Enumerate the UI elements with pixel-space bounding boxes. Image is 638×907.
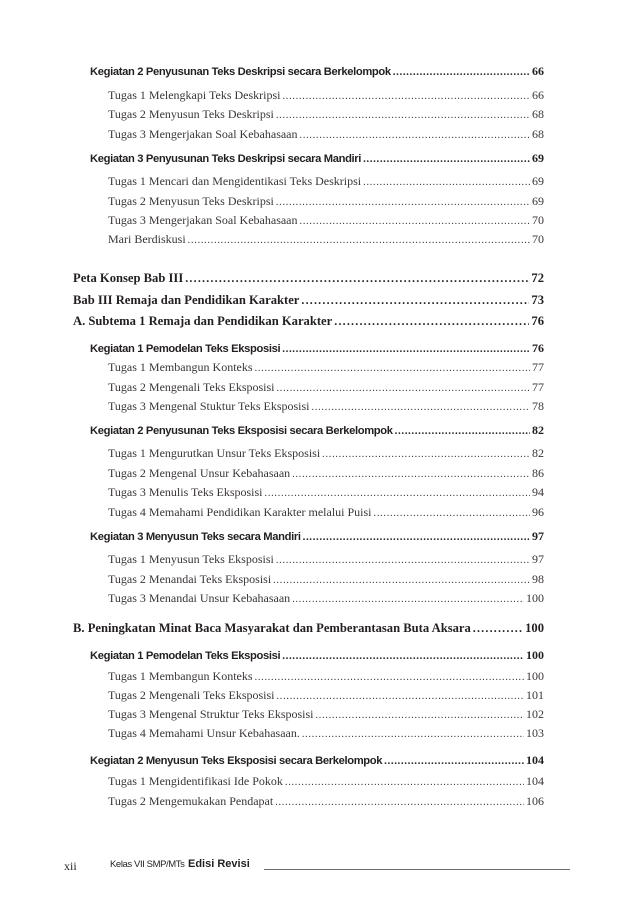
- toc-entry-label: Tugas 2 Mengenali Teks Eksposisi: [108, 380, 275, 394]
- toc-entry-page: 78: [532, 399, 544, 413]
- toc-task-entry: [108, 550, 544, 569]
- toc-leader-dots: [185, 269, 529, 288]
- toc-entry-label: Tugas 1 Menyusun Teks Eksposisi: [108, 552, 274, 566]
- toc-entry-label: Tugas 1 Membangun Konteks: [108, 669, 253, 683]
- toc-task-entry: [108, 444, 544, 463]
- toc-task-entry: [108, 125, 544, 144]
- toc-leader-dots: [265, 484, 530, 502]
- toc-entry-page: 69: [532, 194, 544, 208]
- toc-leader-dots: [316, 706, 525, 724]
- toc-leader-dots: [273, 571, 530, 589]
- toc-leader-dots: [255, 359, 530, 377]
- toc-task-entry: [108, 705, 544, 724]
- toc-task-entry: [108, 192, 544, 211]
- toc-entry-label: Tugas 1 Mengidentifikasi Ide Pokok: [108, 774, 283, 788]
- toc-entry-label: Tugas 2 Mengenal Unsur Kebahasaan: [108, 466, 291, 480]
- toc-entry-label: Tugas 2 Menandai Teks Eksposisi: [108, 572, 272, 586]
- toc-leader-dots: [374, 504, 530, 522]
- toc-entry-label: Tugas 1 Melengkapi Teks Deskripsi: [108, 88, 281, 102]
- toc-activity-entry: [90, 339, 544, 358]
- toc-leader-dots: [395, 422, 530, 440]
- toc-entry-page: 68: [532, 107, 544, 121]
- toc-entry-label: Mari Berdiskusi: [108, 232, 186, 246]
- toc-activity-entry: [90, 421, 544, 440]
- toc-entry-page: 86: [532, 466, 544, 480]
- toc-entry-page: 70: [532, 213, 544, 227]
- toc-entry-label: Kegiatan 3 Penyusunan Teks Deskripsi secara Mandiri: [90, 153, 362, 165]
- toc-entry-page: 100: [526, 648, 544, 662]
- toc-task-entry: [108, 105, 544, 124]
- toc-entry-page: 97: [532, 552, 544, 566]
- toc-entry-page: 82: [532, 446, 544, 460]
- toc-leader-dots: [285, 773, 524, 791]
- toc-activity-entry: [90, 149, 544, 168]
- toc-leader-dots: [473, 619, 523, 638]
- toc-leader-dots: [301, 291, 529, 310]
- book-title: Kelas VII SMP/MTs: [110, 859, 185, 870]
- toc-entry-label: Tugas 3 Mengerjakan Soal Kebahasaan: [108, 127, 298, 141]
- toc-entry-label: Tugas 2 Mengemukakan Pendapat: [108, 794, 274, 808]
- toc-leader-dots: [277, 379, 531, 397]
- toc-entry-label: Tugas 3 Menandai Unsur Kebahasaan: [108, 591, 291, 605]
- toc-leader-dots: [275, 793, 524, 811]
- toc-task-entry: [108, 464, 544, 483]
- toc-leader-dots: [300, 126, 530, 144]
- toc-entry-page: 68: [532, 127, 544, 141]
- toc-entry-label: Kegiatan 2 Penyusunan Teks Deskripsi secara Berkelompok: [90, 66, 391, 78]
- toc-task-entry: [108, 172, 544, 191]
- toc-entry-label: Kegiatan 3 Menyusun Teks secara Mandiri: [90, 531, 301, 543]
- toc-entry-page: 96: [532, 505, 544, 519]
- toc-leader-dots: [303, 528, 530, 546]
- toc-leader-dots: [292, 590, 524, 608]
- toc-leader-dots: [276, 106, 530, 124]
- toc-leader-dots: [393, 63, 530, 81]
- toc-task-entry: [108, 358, 544, 377]
- toc-chapter-entry: [73, 312, 544, 331]
- toc-activity-entry: [90, 751, 544, 770]
- toc-leader-dots: [363, 150, 530, 168]
- toc-entry-label: B. Peningkatan Minat Baca Masyarakat dan Pemberantasan Buta Aksara: [73, 621, 471, 635]
- toc-entry-page: 97: [532, 529, 544, 543]
- toc-activity-entry: [90, 62, 544, 81]
- toc-entry-page: 72: [531, 271, 544, 285]
- toc-task-entry: [108, 86, 544, 105]
- toc-task-entry: [108, 230, 544, 249]
- toc-entry-page: 82: [532, 423, 544, 437]
- toc-entry-label: Tugas 3 Mengenal Stuktur Teks Eksposisi: [108, 399, 310, 413]
- toc-chapter-entry: [73, 269, 544, 288]
- toc-entry-label: Tugas 1 Mengurutkan Unsur Teks Eksposisi: [108, 446, 321, 460]
- toc-entry-label: Kegiatan 2 Penyusunan Teks Eksposisi secara Berkelompok: [90, 425, 393, 437]
- toc-leader-dots: [300, 212, 530, 230]
- toc-leader-dots: [312, 398, 530, 416]
- toc-entry-page: 77: [532, 380, 544, 394]
- toc-entry-label: Tugas 2 Menyusun Teks Deskripsi: [108, 194, 274, 208]
- toc-entry-label: Kegiatan 1 Pemodelan Teks Eksposisi: [90, 343, 281, 355]
- toc-entry-page: 100: [526, 591, 544, 605]
- toc-entry-label: Tugas 3 Menulis Teks Eksposisi: [108, 485, 263, 499]
- page-number: xii: [64, 859, 77, 873]
- toc-leader-dots: [292, 465, 530, 483]
- toc-entry-page: 77: [532, 360, 544, 374]
- toc-entry-page: 94: [532, 485, 544, 499]
- book-edition: Edisi Revisi: [188, 858, 250, 870]
- toc-leader-dots: [384, 752, 524, 770]
- toc-task-entry: [108, 570, 544, 589]
- toc-entry-label: Tugas 4 Memahami Pendidikan Karakter melalui Puisi: [108, 505, 372, 519]
- toc-entry-page: 66: [532, 88, 544, 102]
- toc-entry-page: 73: [531, 293, 544, 307]
- toc-entry-page: 101: [526, 688, 544, 702]
- toc-leader-dots: [255, 668, 524, 686]
- toc-entry-page: 104: [526, 774, 544, 788]
- toc-entry-page: 102: [526, 707, 544, 721]
- toc-entry-page: 100: [526, 669, 544, 683]
- toc-entry-label: Tugas 1 Mencari dan Mengidentikasi Teks Deskripsi: [108, 174, 362, 188]
- toc-leader-dots: [188, 231, 530, 249]
- toc-leader-dots: [283, 87, 531, 105]
- toc-leader-dots: [282, 647, 524, 665]
- toc-entry-label: Tugas 2 Menyusun Teks Deskripsi: [108, 107, 274, 121]
- toc-task-entry: [108, 686, 544, 705]
- toc-leader-dots: [322, 445, 530, 463]
- toc-leader-dots: [282, 340, 530, 358]
- toc-entry-label: Peta Konsep Bab III: [73, 271, 184, 285]
- toc-leader-dots: [334, 312, 529, 331]
- toc-entry-page: 76: [532, 341, 544, 355]
- toc-entry-page: 69: [532, 174, 544, 188]
- toc-entry-page: 104: [526, 753, 544, 767]
- toc-chapter-entry: [73, 619, 544, 638]
- toc-entry-label: Tugas 3 Mengenal Struktur Teks Eksposisi: [108, 707, 314, 721]
- toc-leader-dots: [277, 687, 525, 705]
- toc-task-entry: [108, 792, 544, 811]
- toc-task-entry: [108, 503, 544, 522]
- toc-leader-dots: [302, 725, 524, 743]
- toc-entry-page: 100: [525, 621, 544, 635]
- toc-entry-page: 66: [532, 64, 544, 78]
- toc-task-entry: [108, 211, 544, 230]
- toc-task-entry: [108, 589, 544, 608]
- toc-task-entry: [108, 724, 544, 743]
- toc-entry-page: 69: [532, 151, 544, 165]
- toc-entry-label: Kegiatan 2 Menyusun Teks Eksposisi secara Berkelompok: [90, 755, 383, 767]
- toc-entry-page: 70: [532, 232, 544, 246]
- toc-entry-label: Tugas 1 Membangun Konteks: [108, 360, 253, 374]
- toc-activity-entry: [90, 646, 544, 665]
- toc-entry-page: 98: [532, 572, 544, 586]
- footer-rule: [264, 869, 570, 870]
- toc-entry-label: Bab III Remaja dan Pendidikan Karakter: [73, 293, 300, 307]
- toc-task-entry: [108, 667, 544, 686]
- toc-task-entry: [108, 483, 544, 502]
- toc-chapter-entry: [73, 291, 544, 310]
- toc-entry-label: A. Subtema 1 Remaja dan Pendidikan Karakter: [73, 314, 333, 328]
- toc-task-entry: [108, 772, 544, 791]
- toc-activity-entry: [90, 527, 544, 546]
- toc-entry-page: 106: [526, 794, 544, 808]
- toc-leader-dots: [276, 551, 530, 569]
- toc-entry-label: Tugas 3 Mengerjakan Soal Kebahasaan: [108, 213, 298, 227]
- toc-leader-dots: [363, 173, 530, 191]
- toc-leader-dots: [276, 193, 530, 211]
- toc-entry-label: Kegiatan 1 Pemodelan Teks Eksposisi: [90, 650, 281, 662]
- toc-entry-label: Tugas 2 Mengenali Teks Eksposisi: [108, 688, 275, 702]
- toc-task-entry: [108, 397, 544, 416]
- toc-entry-label: Tugas 4 Memahami Unsur Kebahasaan.: [108, 726, 300, 740]
- toc-entry-page: 103: [526, 726, 544, 740]
- toc-task-entry: [108, 378, 544, 397]
- toc-entry-page: 76: [531, 314, 544, 328]
